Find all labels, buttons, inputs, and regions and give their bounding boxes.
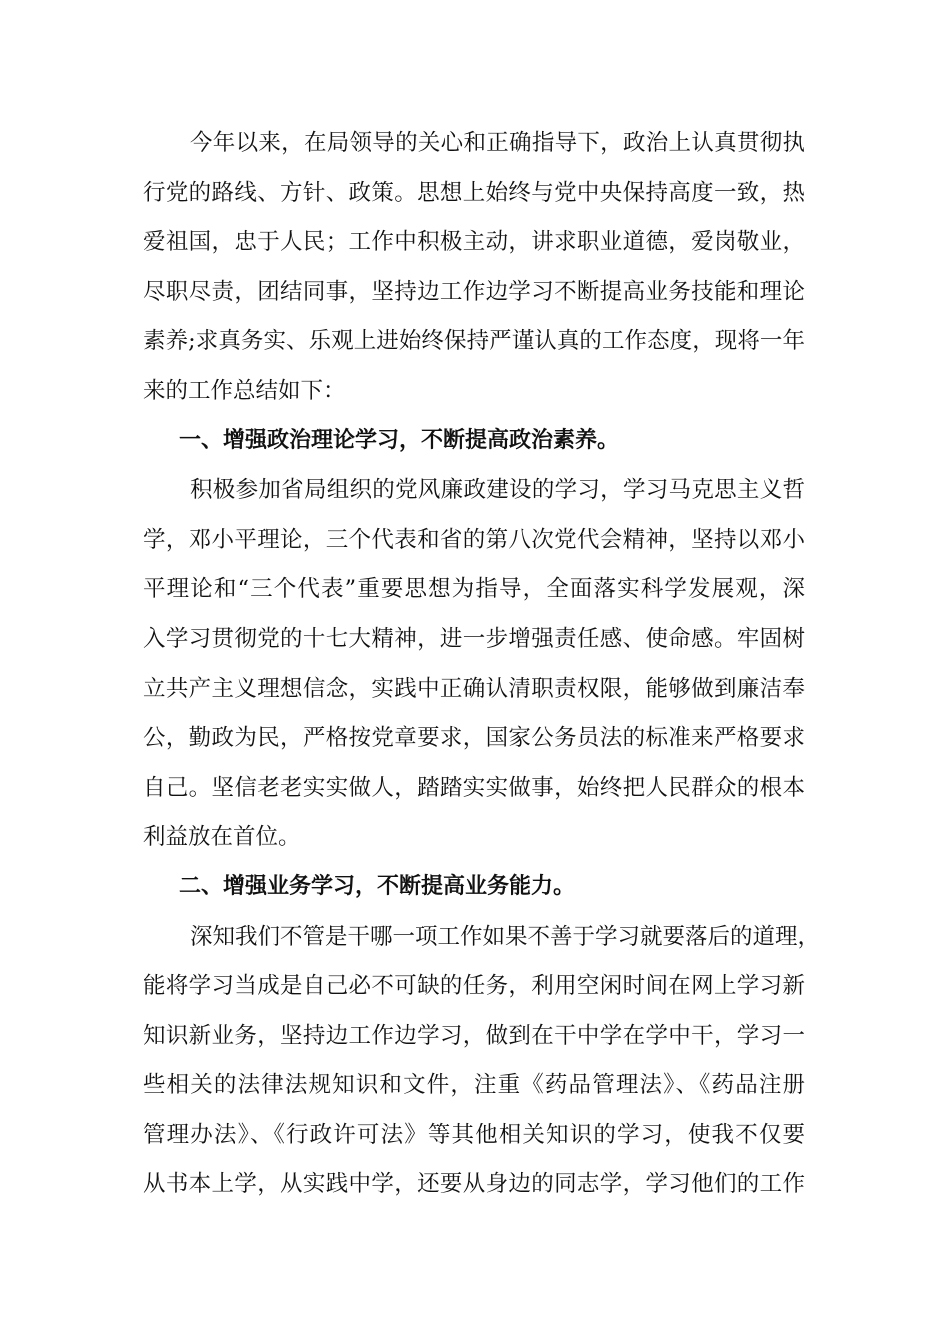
section-heading-1: 一、增强政治理论学习，不断提高政治素养。 — [179, 427, 620, 453]
text-line: 爱祖国，忠于人民；工作中积极主动，讲求职业道德，爱岗敬业， — [143, 229, 805, 256]
text-line: 利益放在首位。 — [143, 824, 301, 851]
document-page — [143, 128, 821, 1219]
section-heading-2: 二、增强业务学习，不断提高业务能力。 — [179, 873, 576, 899]
text-line: 知识新业务，坚持边工作边学习，做到在干中学在学中干，学习一 — [143, 1022, 805, 1049]
text-line: 行党的路线、方针、政策。思想上始终与党中央保持高度一致，热 — [143, 179, 805, 206]
intro-paragraph — [143, 128, 805, 426]
text-line: 深知我们不管是干哪一项工作如果不善于学习就要落后的道理， — [190, 923, 821, 950]
section-2-paragraph — [143, 922, 821, 1220]
text-line: 平理论和“三个代表”重要思想为指导，全面落实科学发展观，深 — [143, 576, 805, 603]
text-line: 积极参加省局组织的党风廉政建设的学习，学习马克思主义哲 — [190, 477, 805, 504]
text-line: 从书本上学，从实践中学，还要从身边的同志学，学习他们的工作 — [143, 1171, 805, 1198]
text-line: 素养;求真务实、乐观上进始终保持严谨认真的工作态度，现将一年 — [143, 328, 805, 355]
text-line: 入学习贯彻党的十七大精神，进一步增强责任感、使命感。牢固树 — [143, 625, 805, 652]
section-1-paragraph — [143, 475, 805, 872]
text-line: 学，邓小平理论，三个代表和省的第八次党代会精神，坚持以邓小 — [143, 526, 805, 553]
text-line: 自己。坚信老老实实做人，踏踏实实做事，始终把人民群众的根本 — [143, 774, 805, 801]
text-line: 立共产主义理想信念，实践中正确认清职责权限，能够做到廉洁奉 — [143, 675, 805, 702]
text-line: 今年以来，在局领导的关心和正确指导下，政治上认真贯彻执 — [190, 130, 805, 156]
text-line: 能将学习当成是自己必不可缺的任务，利用空闲时间在网上学习新 — [143, 973, 805, 1000]
text-line: 管理办法》、《行政许可法》等其他相关知识的学习，使我不仅要 — [143, 1121, 805, 1148]
text-line: 些相关的法律法规知识和文件，注重《药品管理法》、《药品注册 — [143, 1072, 805, 1099]
text-line: 公，勤政为民，严格按党章要求，国家公务员法的标准来严格要求 — [143, 725, 805, 752]
text-line: 尽职尽责，团结同事，坚持边工作边学习不断提高业务技能和理论 — [143, 278, 805, 305]
text-line: 来的工作总结如下： — [143, 377, 346, 404]
